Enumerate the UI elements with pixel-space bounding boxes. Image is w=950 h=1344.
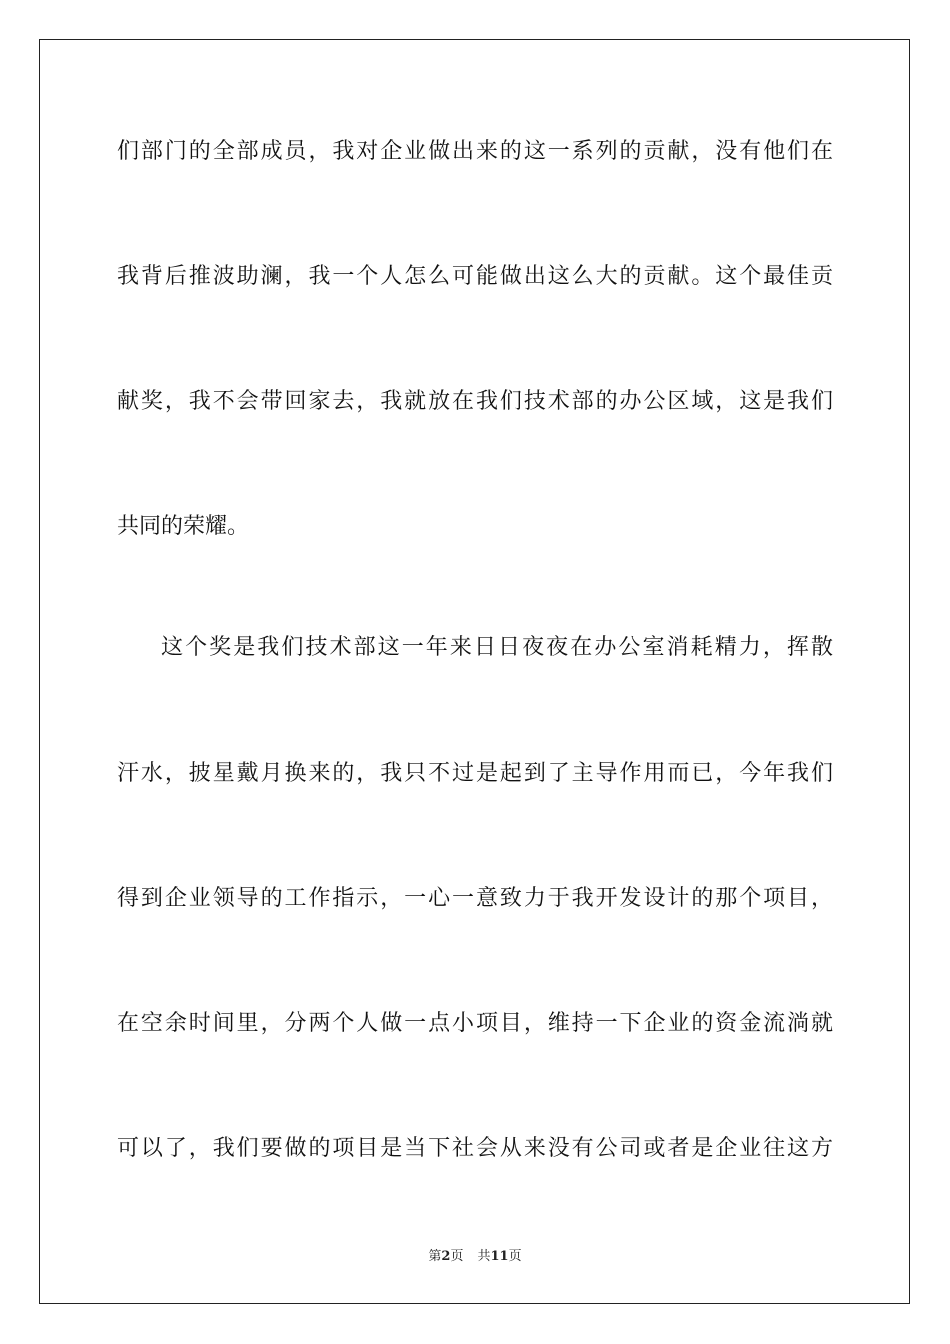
page-footer bbox=[0, 1248, 950, 1266]
page-suffix: 页 bbox=[450, 1249, 464, 1264]
paragraph-line: 在空余时间里，分两个人做一点小项目，维持一下企业的资金流淌就 bbox=[117, 1011, 833, 1036]
paragraph-line: 们部门的全部成员，我对企业做出来的这一系列的贡献，没有他们在 bbox=[117, 139, 833, 164]
page-number: 2 bbox=[441, 1249, 451, 1264]
paragraph-line: 我背后推波助澜，我一个人怎么可能做出这么大的贡献。这个最佳贡 bbox=[117, 264, 833, 289]
total-prefix: 共 bbox=[477, 1249, 491, 1264]
total-pages: 11 bbox=[490, 1249, 509, 1264]
paragraph-line: 可以了，我们要做的项目是当下社会从来没有公司或者是企业往这方 bbox=[117, 1136, 833, 1161]
paragraph-line: 得到企业领导的工作指示，一心一意致力于我开发设计的那个项目， bbox=[117, 886, 833, 911]
page-prefix: 第 bbox=[428, 1249, 442, 1264]
paragraph-line: 献奖，我不会带回家去，我就放在我们技术部的办公区域，这是我们 bbox=[117, 389, 833, 414]
total-suffix: 页 bbox=[508, 1249, 522, 1264]
paragraph-line: 汗水，披星戴月换来的，我只不过是起到了主导作用而已，今年我们 bbox=[117, 761, 833, 786]
page-border bbox=[39, 39, 910, 1304]
paragraph-line: 这个奖是我们技术部这一年来日日夜夜在办公室消耗精力，挥散 bbox=[161, 635, 833, 660]
paragraph-line: 共同的荣耀。 bbox=[117, 514, 250, 539]
